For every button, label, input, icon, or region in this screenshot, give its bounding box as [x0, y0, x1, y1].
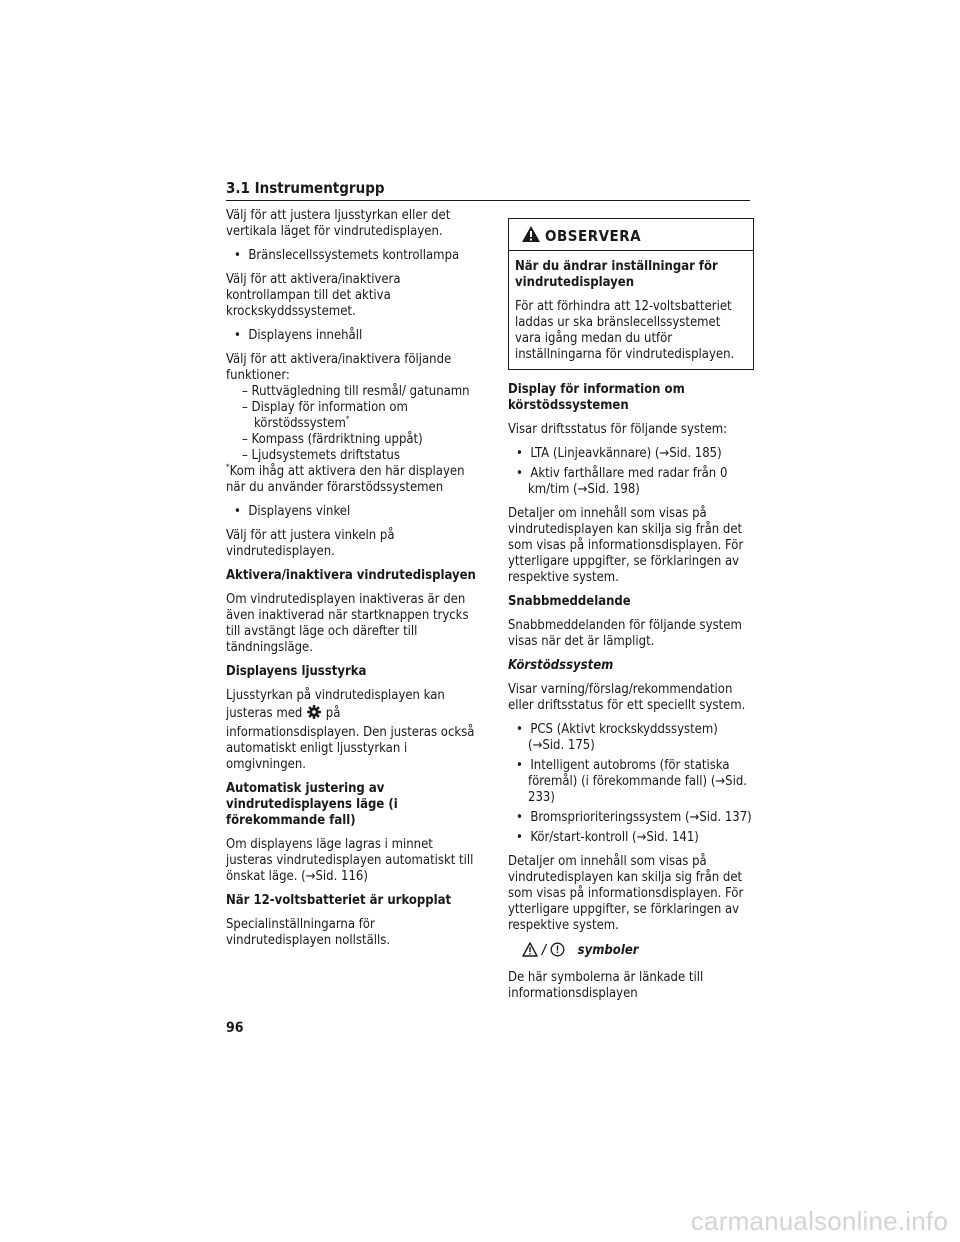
dash-item [226, 400, 476, 432]
paragraph: Välj för att justera vinkeln på vindrutedisplayen. [226, 528, 395, 559]
header-divider [226, 200, 750, 201]
footnote-marker: * [345, 414, 350, 424]
subheading-italic: Körstödssystem [508, 658, 614, 673]
warning-triangle-icon [522, 942, 538, 962]
paragraph: Visar varning/förslag/rekommendation eller driftsstatus för ett speciellt system. [508, 682, 746, 713]
bullet-item: • PCS (Aktivt krockskyddssystem) (→Sid. 175) [516, 722, 718, 753]
paragraph: Välj för att aktivera/inaktivera kontrollampan till det aktiva krockskyddssystemet. [226, 272, 401, 319]
paragraph: Välj för att justera ljusstyrkan eller det vertikala läget för vindrutedisplayen. [226, 208, 451, 239]
dash-item: – Ljudsystemets driftstatus [242, 448, 400, 463]
bullet-text: Displayens vinkel [248, 504, 351, 519]
paragraph: Välj för att aktivera/inaktivera följande funktioner: [226, 352, 452, 383]
paragraph-text: Ljusstyrkan på vindrutedisplayen kan justeras med [226, 688, 445, 721]
paragraph [226, 688, 476, 773]
dash-text: – Display för information om körstödssystem [242, 400, 408, 431]
footnote-marker: * [226, 462, 230, 472]
left-column [226, 208, 476, 957]
bullet-item: • Bromsprioriteringssystem (→Sid. 137) [516, 810, 752, 825]
gear-icon [306, 704, 322, 725]
right-column [508, 208, 754, 1010]
symbols-label: symboler [577, 943, 639, 958]
bullet-item: • Kör/start-kontroll (→Sid. 141) [516, 830, 699, 845]
page-number: 96 [226, 1020, 244, 1036]
subheading: Automatisk justering av vindrutedisplayens läge (i förekommande fall) [226, 781, 398, 828]
bullet-text: Bränslecellssystemets kontrollampa [248, 248, 460, 263]
warning-triangle-icon [521, 225, 541, 246]
bullet-text: PCS (Aktivt krockskyddssystem) (→Sid. 175) [528, 722, 718, 753]
symbols-heading [508, 942, 754, 962]
info-circle-icon [550, 942, 565, 962]
warning-text: För att förhindra att 12-voltsbatteriet laddas ur ska bränslecellssystemet vara igång medan du utför inställningarna för vindrutedisplayen. [515, 299, 735, 362]
warning-label: OBSERVERA [545, 226, 642, 245]
watermark: carmanualsonline.info [690, 1206, 948, 1236]
paragraph: Specialinställningarna för vindrutedisplayen nollställs. [226, 917, 391, 948]
footnote [226, 464, 476, 496]
bullet-item: • Bränslecellssystemets kontrollampa [234, 248, 460, 263]
subheading: Displayens ljusstyrka [226, 664, 367, 679]
bullet-item: • Displayens vinkel [234, 504, 351, 519]
bullet-text: Aktiv farthållare med radar från 0 km/tim (→Sid. 198) [528, 466, 728, 497]
subheading: När 12-voltsbatteriet är urkopplat [226, 893, 452, 908]
section-title: 3.1 Instrumentgrupp [226, 179, 385, 197]
dash-item: – Kompass (färdriktning uppåt) [242, 432, 423, 447]
subheading: Snabbmeddelande [508, 594, 631, 609]
warning-title: När du ändrar inställningar för vindrutedisplayen [515, 259, 718, 290]
footnote-text: Kom ihåg att aktivera den här displayen när du använder förarstödssystemen [226, 464, 465, 495]
paragraph: Om vindrutedisplayen inaktiveras är den även inaktiverad när startknappen trycks till avstängt läge och därefter till tändningsläge. [226, 592, 469, 655]
section-header [226, 178, 750, 201]
warning-box [508, 218, 754, 370]
bullet-item: • Aktiv farthållare med radar från 0 km/tim (→Sid. 198) [516, 466, 728, 497]
bullet-item: • LTA (Linjeavkännare) (→Sid. 185) [516, 446, 722, 461]
symbols-separator: / [542, 943, 547, 958]
bullet-text: Bromsprioriteringssystem (→Sid. 137) [530, 810, 752, 825]
bullet-text: LTA (Linjeavkännare) (→Sid. 185) [530, 446, 722, 461]
bullet-item: • Displayens innehåll [234, 328, 363, 343]
bullet-item: • Intelligent autobroms (för statiska föremål) (i förekommande fall) (→Sid. 233) [516, 758, 747, 805]
dash-item: – Ruttvägledning till resmål/ gatunamn [242, 384, 470, 399]
paragraph: Detaljer om innehåll som visas på vindrutedisplayen kan skilja sig från det som visas på informationsdisplayen. För ytterligare uppgifter, se förklaringen av respektive system. [508, 854, 744, 933]
subheading: Aktivera/inaktivera vindrutedisplayen [226, 568, 476, 583]
paragraph: De här symbolerna är länkade till informationsdisplayen [508, 970, 704, 1001]
bullet-text: Intelligent autobroms (för statiska föremål) (i förekommande fall) (→Sid. 233) [528, 758, 747, 805]
warning-body [509, 251, 753, 369]
paragraph: Detaljer om innehåll som visas på vindrutedisplayen kan skilja sig från det som visas på informationsdisplayen. För ytterligare uppgifter, se förklaringen av respektive system. [508, 506, 744, 585]
warning-header [509, 219, 753, 251]
bullet-text: Kör/start-kontroll (→Sid. 141) [530, 830, 699, 845]
paragraph-text: på informationsdisplayen. Den justeras också automatiskt enligt ljusstyrkan i omgivningen. [226, 706, 475, 772]
paragraph: Visar driftsstatus för följande system: [508, 422, 728, 437]
paragraph: Snabbmeddelanden för följande system visas när det är lämpligt. [508, 618, 742, 649]
subheading: Display för information om körstödssystemen [508, 382, 685, 413]
bullet-text: Displayens innehåll [248, 328, 363, 343]
paragraph: Om displayens läge lagras i minnet justeras vindrutedisplayen automatiskt till önskat läge. (→Sid. 116) [226, 837, 474, 884]
